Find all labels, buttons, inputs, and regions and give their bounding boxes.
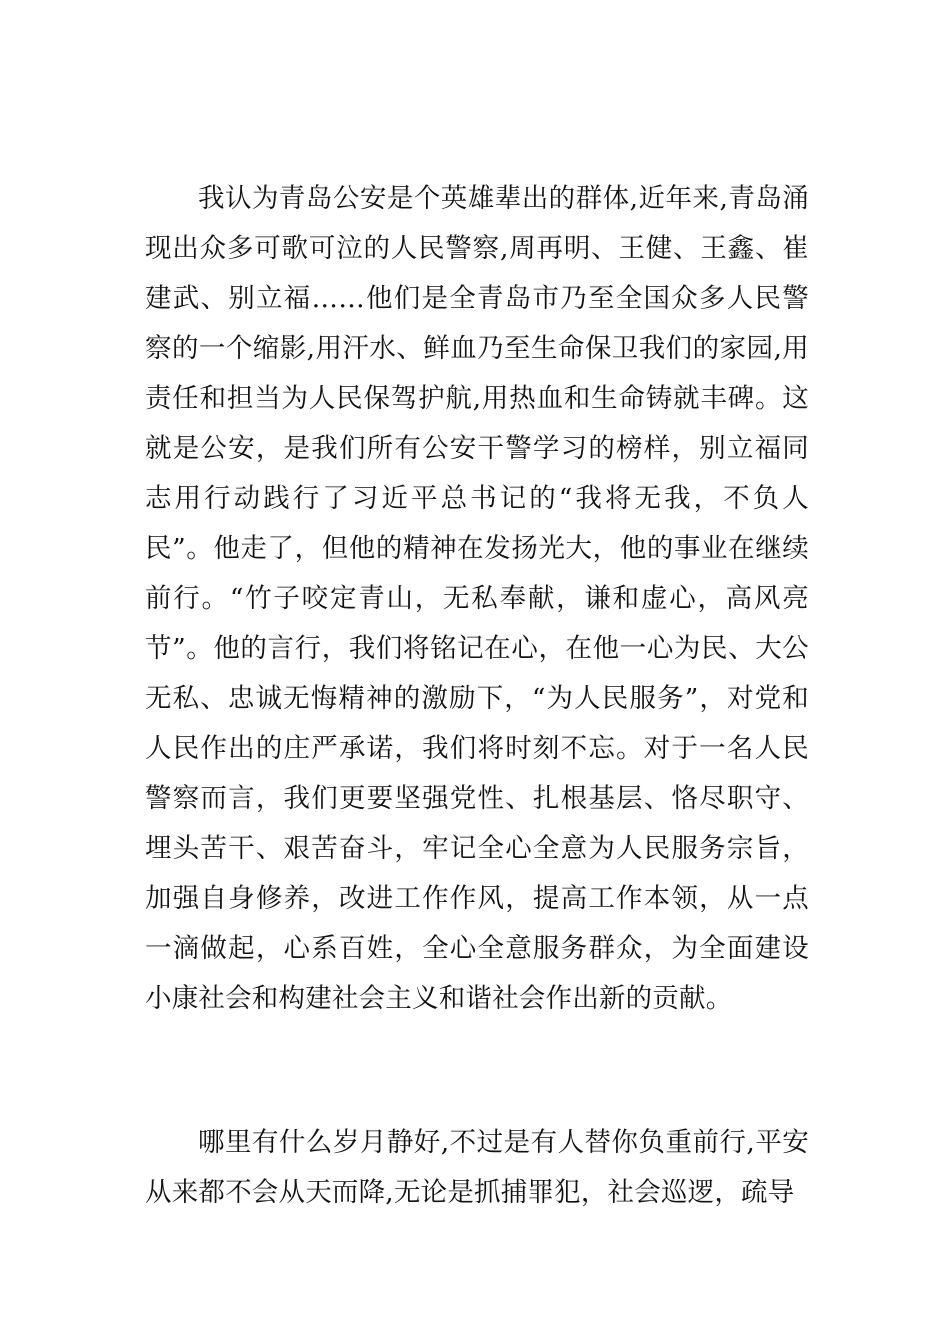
body-paragraph-1: 我认为青岛公安是个英雄辈出的群体,近年来,青岛涌现出众多可歌可泣的人民警察,周再明、王健、王鑫、崔建武、别立福……他们是全青岛市乃至全国众多人民警察的一个缩影,用汗水、鲜血乃至生命保卫我们的家园,用责任和担当为人民保驾护航,用热血和生命铸就丰碑。这就是公安，是我们所有公安干警学习的榜样，别立福同志用行动践行了习近平总书记的“我将无我，不负人民”。他走了，但他的精神在发扬光大，他的事业在继续前行。“竹子咬定青山，无私奉献，谦和虚心，高风亮节”。他的言行，我们将铭记在心，在他一心为民、大公无私、忠诚无悔精神的激励下，“为人民服务”，对党和人民作出的庄严承诺，我们将时刻不忘。对于一名人民警察而言，我们更要坚强党性、扎根基层、恪尽职守、埋头苦干、艰苦奋斗，牢记全心全意为人民服务宗旨，加强自身修养，改进工作作风，提高工作本领，从一点一滴做起，心系百姓，全心全意服务群众，为全面建设小康社会和构建社会主义和谐社会作出新的贡献。 [145,183,809,1014]
body-paragraph-2: 哪里有什么岁月静好,不过是有人替你负重前行,平安从来都不会从天而降,无论是抓捕罪犯，社会巡逻，疏导 [145,1127,809,1208]
